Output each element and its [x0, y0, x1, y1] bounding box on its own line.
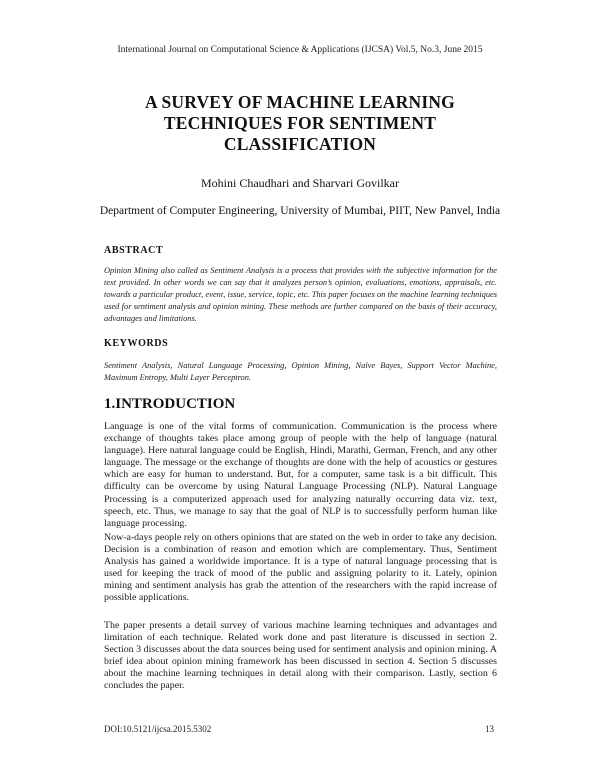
introduction-heading: 1.INTRODUCTION — [104, 396, 236, 412]
abstract-heading: ABSTRACT — [104, 245, 164, 256]
title-line: CLASSIFICATION — [223, 134, 377, 154]
authors: Mohini Chaudhari and Sharvari Govilkar — [201, 176, 399, 190]
paragraph: The paper presents a detail survey of various machine learning techniques and advantages and limitation of each technique. Related work done and past literature is discussed in section 2. Section 3 discusses about the data sources being used for sentiment analysis and opinion mining. A brief idea about opinion mining framework has been discussed in section 4. Section 5 discusses about the machine learning techniques in detail along with their comparison. Lastly, section 6 concludes the paper. — [104, 620, 497, 692]
paragraph: Language is one of the vital forms of communication. Communication is the process where exchange of thoughts takes place among group of people with the help of language (natural language). Here natural language could be English, Hindi, Marathi, German, French, and any other language. The message or the exchange of thoughts are done with the help of acoustics or gestures which are easy for human to understand. But, for a computer, same task is a bit difficult. This difficulty can be overcome by using Natural Language Processing (NLP). Natural Language Processing is a computerized approach used for analyzing naturally occurring data viz. text, speech, etc. Thus, we manage to say that the goal of NLP is to successfully perform human like language processing. — [104, 421, 497, 529]
keywords-heading: KEYWORDS — [104, 338, 169, 349]
title-line: TECHNIQUES FOR SENTIMENT — [163, 113, 437, 133]
paragraph: Now-a-days people rely on others opinions that are stated on the web in order to take any decision. Decision is a combination of reason and emotion which are complementary. Thus, Sentiment Analysis has gained a worldwide importance. It is a type of natural language processing that is used for keeping the track of mood of the public and assigning polarity to it. Lately, opinion mining and sentiment analysis has grab the attention of the researchers with the rapid increase of possible applications. — [104, 532, 497, 604]
journal-header: International Journal on Computational Science & Applications (IJCSA) Vol.5, No.3, June 2015 — [117, 45, 483, 55]
page-number: 13 — [485, 724, 494, 734]
title-line: A SURVEY OF MACHINE LEARNING — [145, 92, 455, 112]
abstract-text: Opinion Mining also called as Sentiment Analysis is a process that provides with the subjective information for the text provided. In other words we can say that it analyzes person’s opinion, evaluations, emotions, appraisals, etc. towards a particular product, event, issue, service, topic, etc. This paper focuses on the machine learning techniques used for sentiment analysis and opinion mining. These methods are further compared on the basis of their accuracy, advantages and limitations. — [104, 266, 497, 323]
keywords-text: Sentiment Analysis, Natural Language Processing, Opinion Mining, Naïve Bayes, Support Vector Machine, Maximum Entropy, Multi Layer Perceptron. — [104, 361, 497, 382]
affiliation: Department of Computer Engineering, University of Mumbai, PIIT, New Panvel, India — [99, 205, 501, 217]
paper-title — [80, 92, 520, 155]
doi: DOI:10.5121/ijcsa.2015.5302 — [104, 724, 212, 734]
